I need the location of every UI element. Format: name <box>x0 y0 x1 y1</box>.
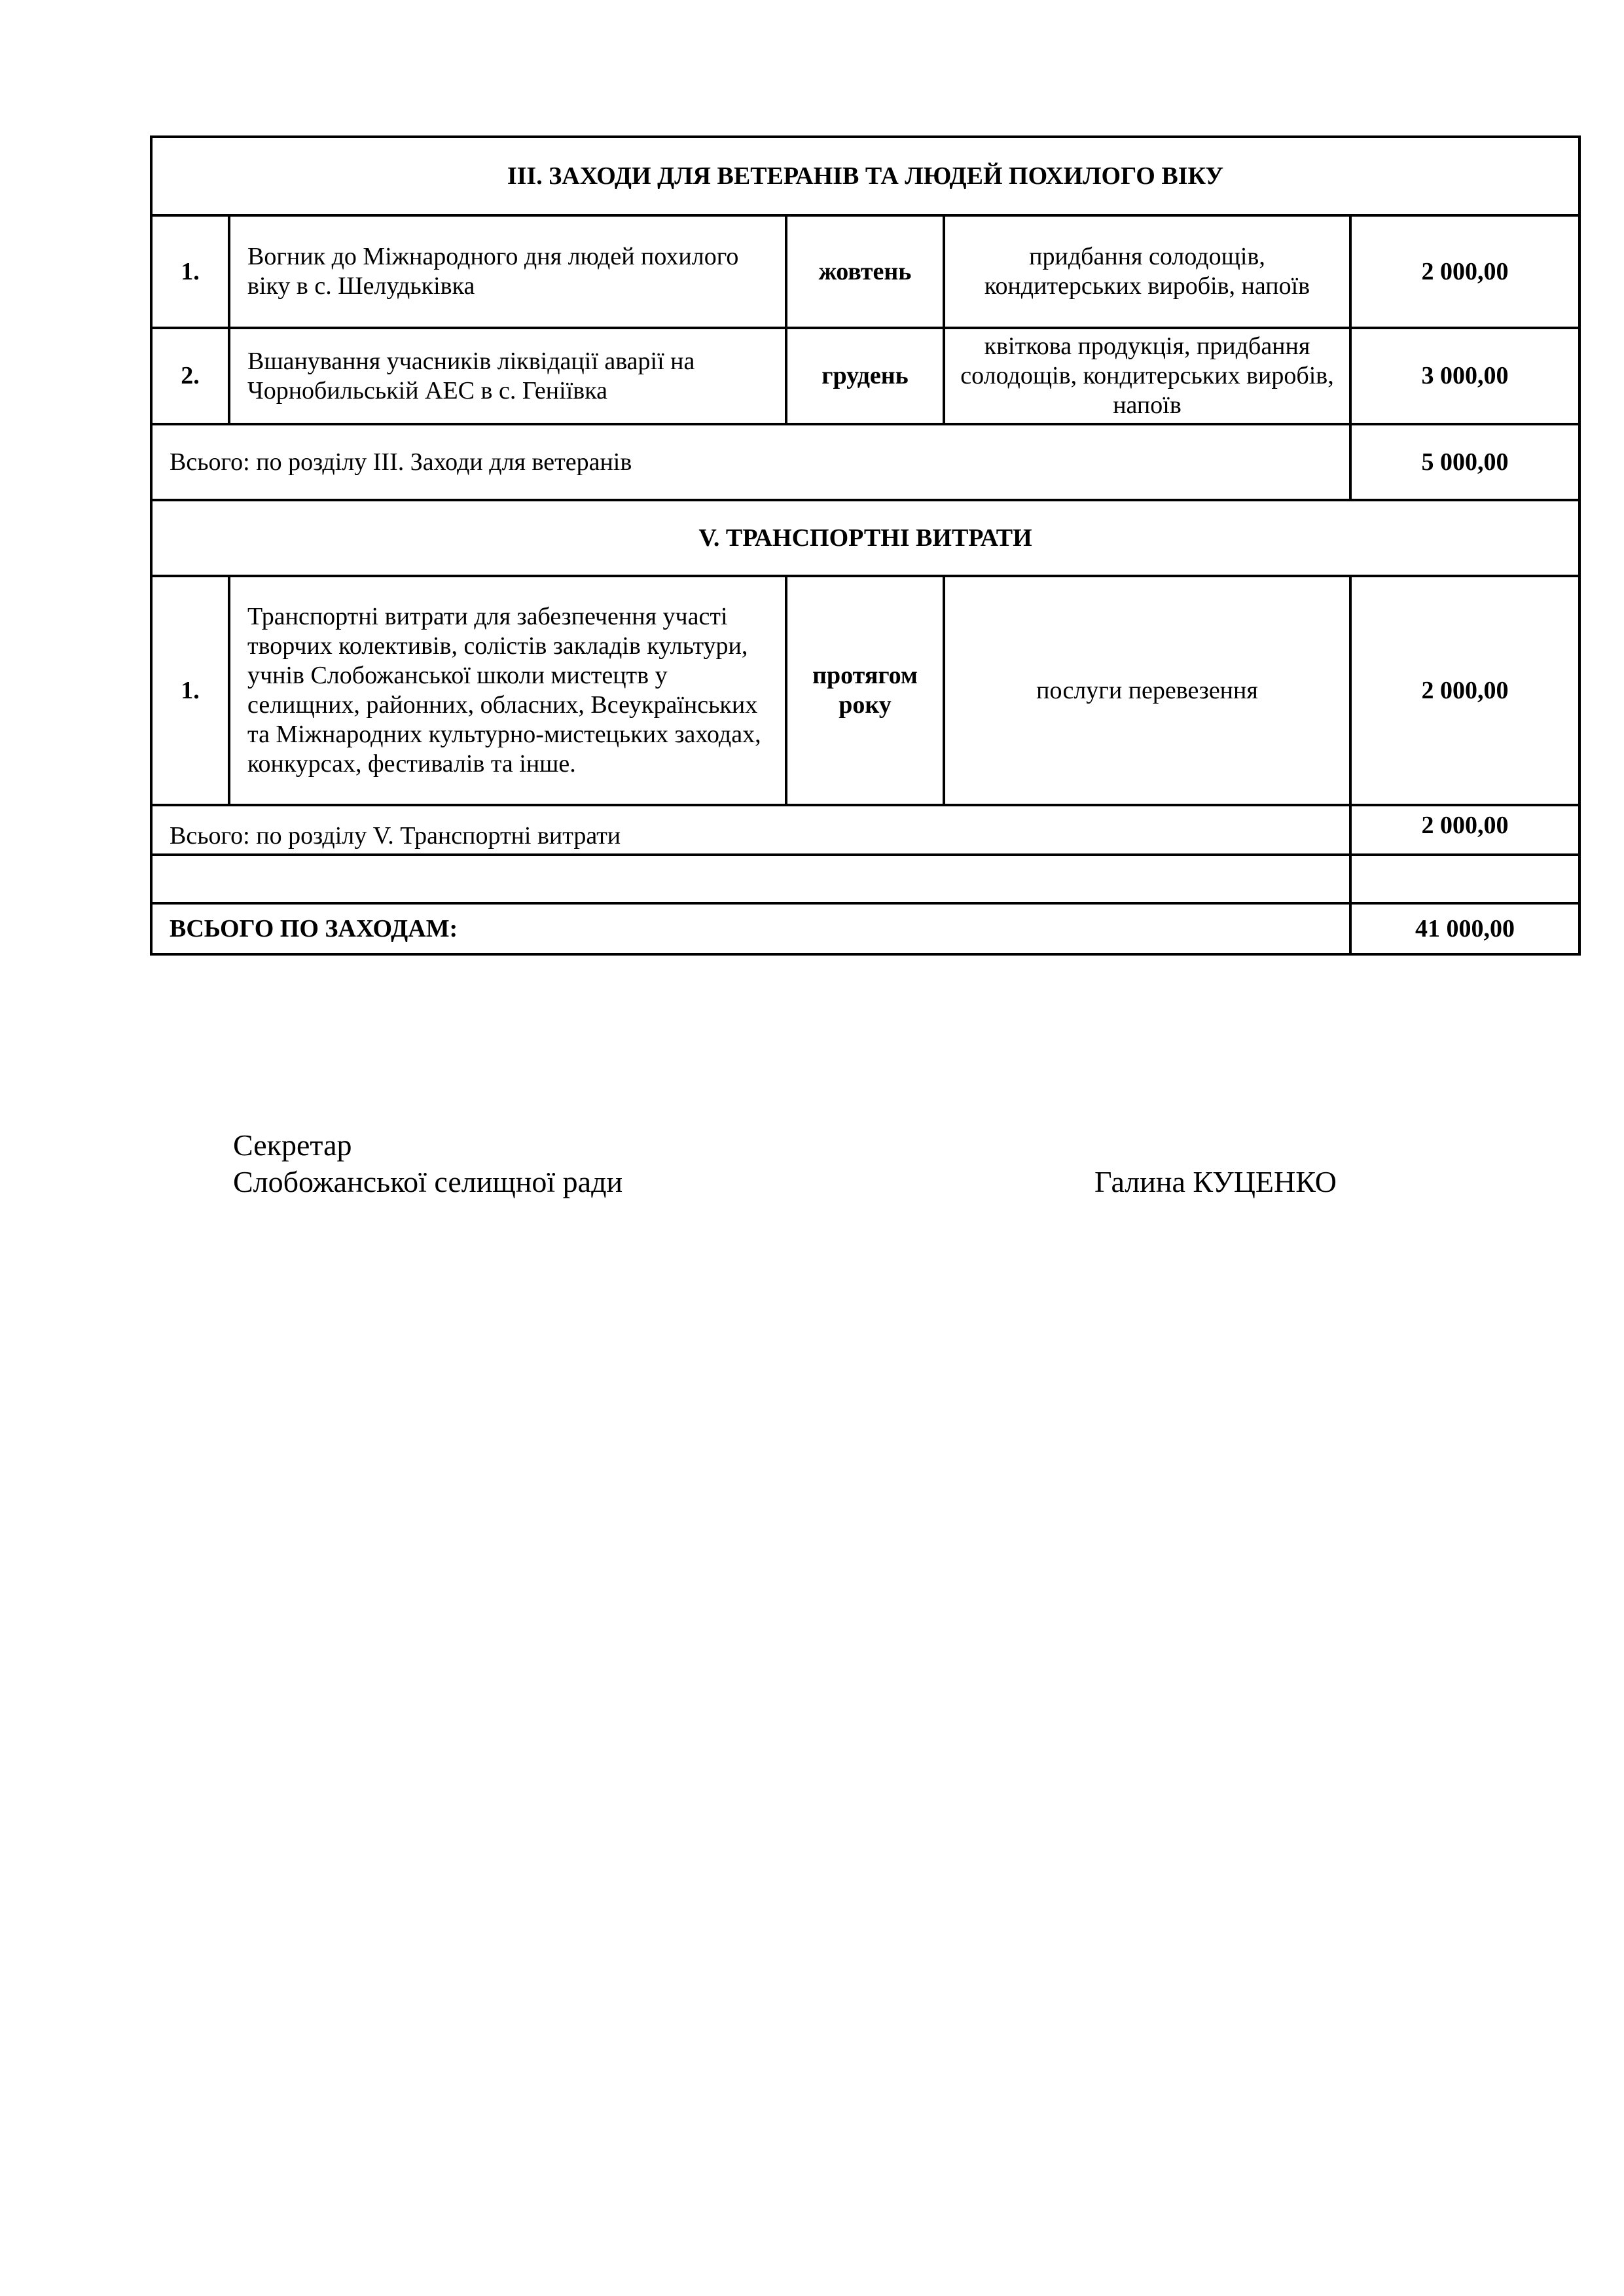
event-amount: 2 000,00 <box>1350 215 1579 328</box>
event-description: Вшанування учасників ліквідації аварії на Чорнобильській АЕС в с. Геніївка <box>229 328 786 424</box>
signatory-position-line1: Секретар <box>233 1128 352 1162</box>
signatory-position-line2: Слобожанської селищної ради <box>233 1165 623 1198</box>
section-title-transport: V. ТРАНСПОРТНІ ВИТРАТИ <box>151 500 1579 576</box>
grand-total-row <box>151 903 1579 954</box>
event-period: жовтень <box>786 215 944 328</box>
subtotal-amount: 2 000,00 <box>1350 805 1579 855</box>
empty-amount-cell <box>1350 855 1579 903</box>
empty-label-cell <box>151 855 1350 903</box>
expense-items: квіткова продукція, придбання солодощів, кондитерських виробів, напоїв <box>944 328 1350 424</box>
event-amount: 3 000,00 <box>1350 328 1579 424</box>
events-budget-table <box>150 135 1581 956</box>
section-header-row <box>151 500 1579 576</box>
event-period: протягом року <box>786 576 944 805</box>
empty-row <box>151 855 1579 903</box>
section-subtotal-row <box>151 805 1579 855</box>
subtotal-amount: 5 000,00 <box>1350 424 1579 500</box>
event-description: Транспортні витрати для забезпечення участі творчих колективів, солістів закладів культури, учнів Слобожанської школи мистецтв у селищних, районних, обласних, Всеукраїнських та Міжнародних культурно-мистецьких заходах, конкурсах, фестивалів та інше. <box>229 576 786 805</box>
row-number: 1. <box>151 215 229 328</box>
row-number: 2. <box>151 328 229 424</box>
event-amount: 2 000,00 <box>1350 576 1579 805</box>
row-number: 1. <box>151 576 229 805</box>
event-period: грудень <box>786 328 944 424</box>
table-row <box>151 328 1579 424</box>
grand-total-label: ВСЬОГО ПО ЗАХОДАМ: <box>151 903 1350 954</box>
signatory-name: Галина КУЦЕНКО <box>1094 1165 1337 1198</box>
subtotal-label: Всього: по розділу ІІІ. Заходи для ветеранів <box>151 424 1350 500</box>
expense-items: придбання солодощів, кондитерських виробів, напоїв <box>944 215 1350 328</box>
subtotal-label: Всього: по розділу V. Транспортні витрати <box>151 805 1350 855</box>
event-description: Вогник до Міжнародного дня людей похилого віку в с. Шелудьківка <box>229 215 786 328</box>
section-subtotal-row <box>151 424 1579 500</box>
expense-items: послуги перевезення <box>944 576 1350 805</box>
table-row <box>151 576 1579 805</box>
grand-total-amount: 41 000,00 <box>1350 903 1579 954</box>
signature-block <box>233 1127 1385 1200</box>
section-header-row <box>151 137 1579 215</box>
section-title-veterans: ІІІ. ЗАХОДИ ДЛЯ ВЕТЕРАНІВ ТА ЛЮДЕЙ ПОХИЛОГО ВІКУ <box>151 137 1579 215</box>
table-row <box>151 215 1579 328</box>
